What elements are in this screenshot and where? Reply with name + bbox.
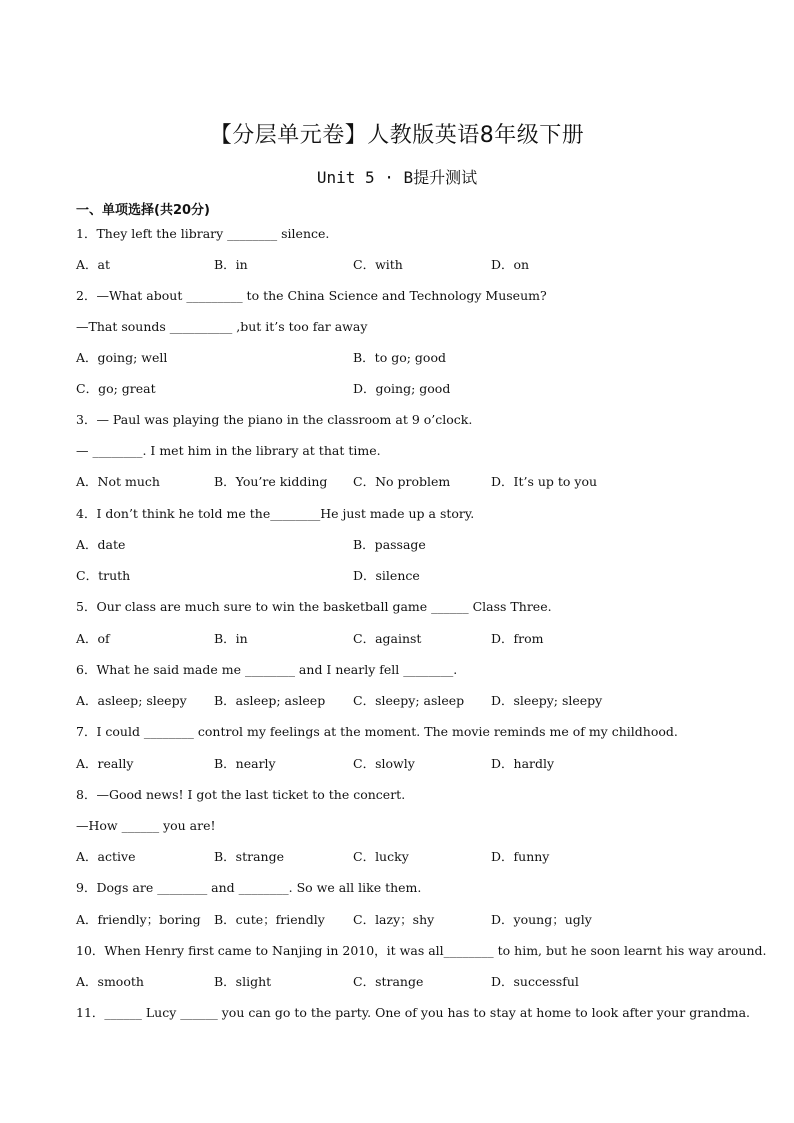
page-subtitle: Unit 5 · B提升测试 [316, 168, 478, 187]
question-stem: 9．Dogs are ________ and ________. So we all like them. [76, 880, 422, 895]
option-a: A．at [76, 257, 111, 272]
option-c: C．lucky [353, 849, 409, 864]
section-heading: 一、单项选择(共20分) [76, 203, 210, 218]
question-line: —That sounds __________ ,but it’s too far away [76, 319, 368, 334]
question-stem: 10．When Henry first came to Nanjing in 2010，it was all________ to him, but he soon learnt his way around. [76, 943, 767, 958]
option-a: A．friendly；boring [76, 912, 201, 927]
option-a: A．date [76, 537, 126, 552]
question-stem: 6．What he said made me ________ and I nearly fell ________. [76, 662, 458, 677]
option-c: C．slowly [353, 756, 415, 771]
option-c: C．sleepy; asleep [353, 693, 465, 708]
option-d: D．on [491, 257, 530, 272]
question-stem: 2．—What about _________ to the China Science and Technology Museum? [76, 288, 547, 303]
option-a: A．of [76, 631, 110, 646]
option-c: C．lazy；shy [353, 912, 435, 927]
question-stem: 4．I don’t think he told me the________He just made up a story. [76, 506, 475, 521]
option-b: B．slight [214, 974, 272, 989]
option-a: A．really [76, 756, 134, 771]
option-b: B．in [214, 631, 248, 646]
option-c: C．strange [353, 974, 424, 989]
question-stem: 11．______ Lucy ______ you can go to the party. One of you has to stay at home to look after your grandma. [76, 1005, 751, 1020]
page-title: 【分层单元卷】人教版英语8年级下册 [209, 123, 585, 148]
option-b: B．cute；friendly [214, 912, 325, 927]
option-c: C．against [353, 631, 422, 646]
option-d: D．from [491, 631, 544, 646]
option-a: A．asleep; sleepy [76, 693, 187, 708]
question-stem: 7．I could ________ control my feelings at the moment. The movie reminds me of my childhood. [76, 724, 678, 739]
option-b: B．asleep; asleep [214, 693, 326, 708]
option-d: D．silence [353, 568, 420, 583]
question-stem: 3．— Paul was playing the piano in the classroom at 9 o’clock. [76, 412, 473, 427]
option-b: B．in [214, 257, 248, 272]
option-d: D．young；ugly [491, 912, 592, 927]
option-b: B．nearly [214, 756, 276, 771]
option-d: D．successful [491, 974, 579, 989]
option-b: B．passage [353, 537, 426, 552]
option-d: D．hardly [491, 756, 555, 771]
question-line: —How ______ you are! [76, 818, 216, 833]
question-line: — ________. I met him in the library at that time. [76, 443, 381, 458]
option-a: A．smooth [76, 974, 144, 989]
option-a: A．Not much [76, 474, 160, 489]
option-c: C．with [353, 257, 403, 272]
option-b: B．to go; good [353, 350, 446, 365]
option-b: B．You’re kidding [214, 474, 328, 489]
option-a: A．going; well [76, 350, 168, 365]
option-b: B．strange [214, 849, 285, 864]
option-c: C．No problem [353, 474, 451, 489]
option-d: D．going; good [353, 381, 451, 396]
option-d: D．It’s up to you [491, 474, 598, 489]
option-c: C．truth [76, 568, 131, 583]
question-stem: 8．—Good news! I got the last ticket to the concert. [76, 787, 406, 802]
option-d: D．funny [491, 849, 550, 864]
option-c: C．go; great [76, 381, 156, 396]
question-stem: 5．Our class are much sure to win the basketball game ______ Class Three. [76, 599, 552, 614]
option-a: A．active [76, 849, 136, 864]
option-d: D．sleepy; sleepy [491, 693, 603, 708]
question-stem: 1．They left the library ________ silence. [76, 226, 330, 241]
